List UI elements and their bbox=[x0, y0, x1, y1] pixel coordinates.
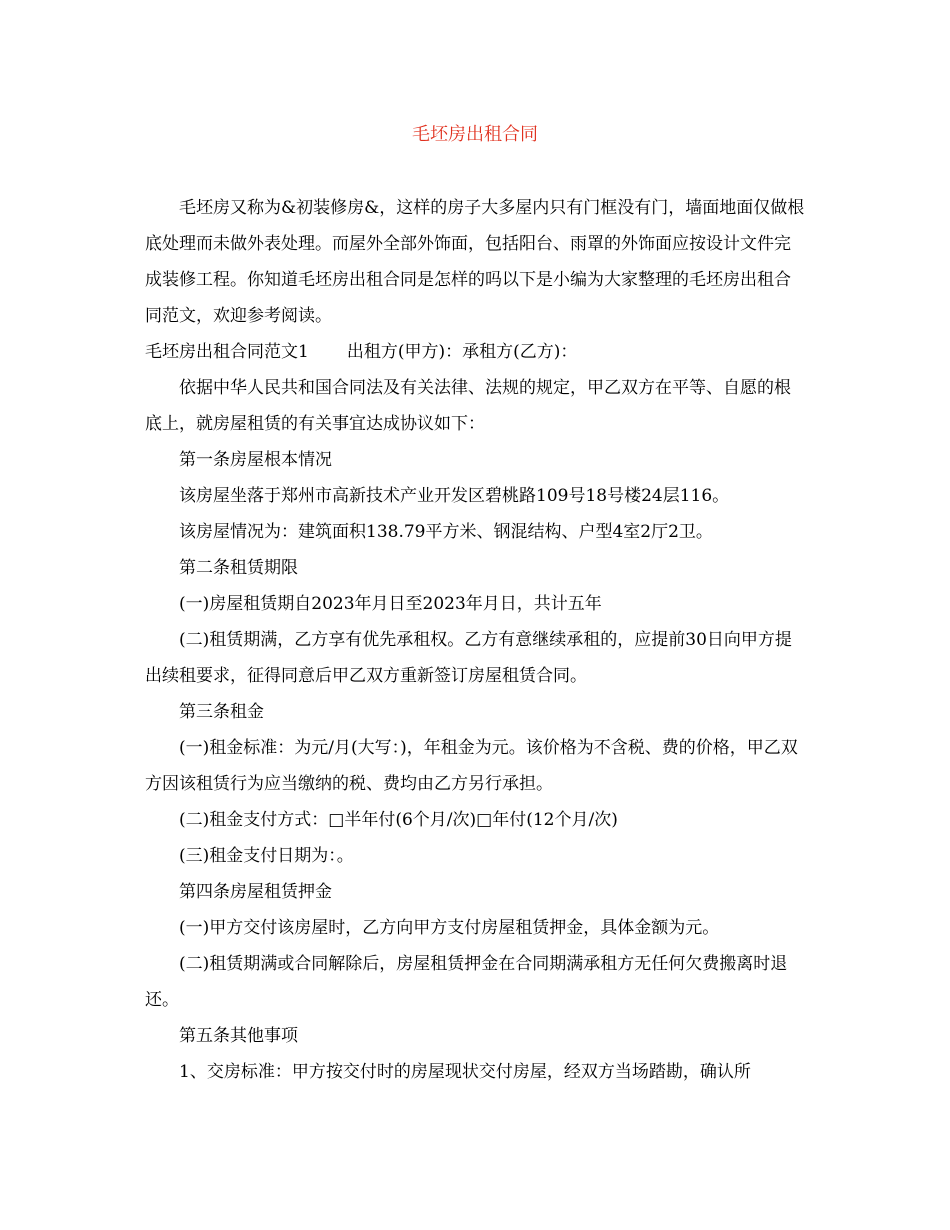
deposit-amount: (一)甲方交付该房屋时，乙方向甲方支付房屋租赁押金，具体金额为元。 bbox=[179, 918, 720, 938]
document-body bbox=[145, 190, 805, 1090]
parties-line: 出租方(甲方)：承租方(乙方)： bbox=[346, 342, 578, 362]
article-5-heading: 第五条其他事项 bbox=[179, 1026, 298, 1046]
document-title: 毛坯房出租合同 bbox=[412, 124, 538, 145]
article-3-heading: 第三条租金 bbox=[179, 702, 264, 722]
rent-payment-method: (二)租金支付方式：□半年付(6个月/次)□年付(12个月/次) bbox=[179, 810, 618, 830]
property-location: 该房屋坐落于郑州市高新技术产业开发区碧桃路109号18号楼24层116。 bbox=[179, 486, 730, 506]
article-2-heading: 第二条租赁期限 bbox=[179, 558, 298, 578]
intro-paragraph: 毛坯房又称为&初装修房&，这样的房子大多屋内只有门框没有门，墙面地面仅做根底处理而未做外表处理。而屋外全部外饰面，包括阳台、雨罩的外饰面应按设计文件完成装修工程。你知道毛坯房出租合同是怎样的吗以下是小编为大家整理的毛坯房出租合同范文，欢迎参考阅读。 bbox=[145, 198, 805, 326]
lease-term: (一)房屋租赁期自2023年月日至2023年月日，共计五年 bbox=[179, 594, 602, 614]
rent-payment-date: (三)租金支付日期为：。 bbox=[179, 846, 354, 866]
article-4-heading: 第四条房屋租赁押金 bbox=[179, 882, 332, 902]
sample-heading: 毛坯房出租合同范文1 bbox=[145, 342, 309, 362]
renewal-clause: (二)租赁期满，乙方享有优先承租权。乙方有意继续承租的，应提前30日向甲方提出续租要求，征得同意后甲乙双方重新签订房屋租赁合同。 bbox=[145, 630, 792, 686]
sample-heading-line bbox=[145, 334, 805, 370]
preamble-paragraph: 依据中华人民共和国合同法及有关法律、法规的规定，甲乙双方在平等、自愿的根底上，就房屋租赁的有关事宜达成协议如下： bbox=[145, 378, 791, 434]
article-1-heading: 第一条房屋根本情况 bbox=[179, 450, 332, 470]
handover-standard: 1、交房标准：甲方按交付时的房屋现状交付房屋，经双方当场踏勘，确认所 bbox=[179, 1062, 751, 1082]
deposit-refund: (二)租赁期满或合同解除后，房屋租赁押金在合同期满承租方无任何欠费搬离时退还。 bbox=[145, 954, 788, 1010]
rent-standard: (一)租金标准：为元/月(大写：)，年租金为元。该价格为不含税、费的价格，甲乙双方因该租赁行为应当缴纳的税、费均由乙方另行承担。 bbox=[145, 738, 798, 794]
property-details: 该房屋情况为：建筑面积138.79平方米、钢混结构、户型4室2厅2卫。 bbox=[179, 522, 713, 542]
